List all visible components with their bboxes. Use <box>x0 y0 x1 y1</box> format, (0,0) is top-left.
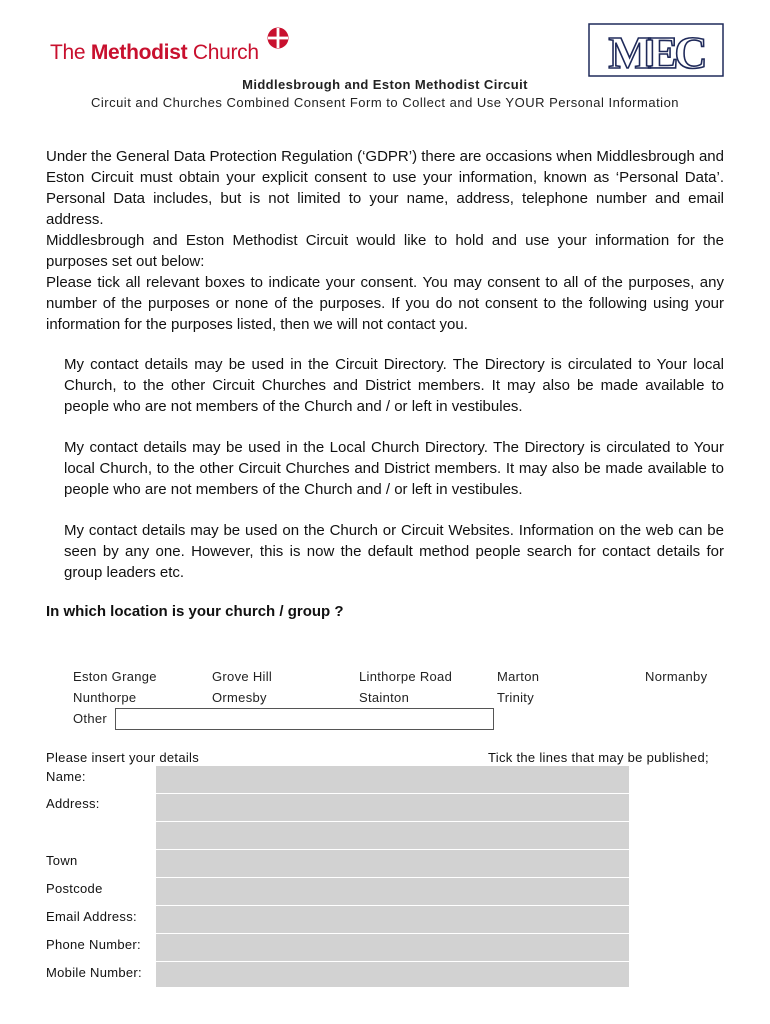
phone-field[interactable] <box>156 934 629 962</box>
intro-text <box>46 146 724 335</box>
svg-text:MEC: MEC <box>608 27 704 78</box>
methodist-church-logo <box>50 40 259 66</box>
circuit-name: Middlesbrough and Eston Methodist Circuit <box>242 77 528 92</box>
location-other-field[interactable] <box>115 708 494 730</box>
email-label: Email Address: <box>46 909 137 924</box>
postcode-field[interactable] <box>156 878 629 906</box>
location-option-grove-hill[interactable]: Grove Hill <box>212 669 273 684</box>
town-field[interactable] <box>156 850 629 878</box>
email-field[interactable] <box>156 906 629 934</box>
intro-gdpr-paragraph: Under the General Data Protection Regulation (‘GDPR’) there are occasions when Middlesbrough and Eston Circuit must obtain your explicit consent to use your information, known as ‘Personal Data’. Personal Data includes, but is not limited to your name, address, telephone number and email address. <box>46 148 724 228</box>
consent-websites[interactable]: My contact details may be used on the Church or Circuit Websites. Information on the web can be seen by any one. However, this is now the default method people search for contact details for group leaders etc. <box>64 522 724 581</box>
publish-instruction: Tick the lines that may be published; <box>488 750 709 765</box>
location-option-eston-grange[interactable]: Eston Grange <box>73 669 157 684</box>
town-label: Town <box>46 853 78 868</box>
methodist-cross-icon <box>267 27 289 49</box>
location-option-trinity[interactable]: Trinity <box>497 690 535 705</box>
consent-local-directory[interactable]: My contact details may be used in the Local Church Directory. The Directory is circulated to Your local Church, to the other Circuit Churches and District members. It may also be made available to people who are not members of the Church and / or left in vestibules. <box>64 439 724 498</box>
mobile-field[interactable] <box>156 962 629 988</box>
address-line-2-field[interactable] <box>156 822 629 850</box>
consent-circuit-directory[interactable]: My contact details may be used in the Circuit Directory. The Directory is circulated to Your local Church, to the other Circuit Churches and District members. It may also be made available to people who are not members of the Church and / or left in vestibules. <box>64 356 724 415</box>
name-field[interactable] <box>156 766 629 794</box>
intro-instructions-paragraph: Please tick all relevant boxes to indicate your consent. You may consent to all of the purposes, any number of the purposes or none of the purposes. If you do not consent to the following using your information for the purposes listed, then we will not contact you. <box>46 274 724 333</box>
circuit-mec-logo <box>588 22 724 78</box>
location-question: In which location is your church / group ? <box>46 603 344 620</box>
intro-purpose-paragraph: Middlesbrough and Eston Methodist Circuit would like to hold and use your information for the purposes set out below: <box>46 232 724 270</box>
logo-text: The Methodist Church <box>50 41 259 64</box>
mobile-label: Mobile Number: <box>46 965 142 980</box>
location-option-marton[interactable]: Marton <box>497 669 540 684</box>
location-option-stainton[interactable]: Stainton <box>359 690 410 705</box>
location-option-normanby[interactable]: Normanby <box>645 669 708 684</box>
location-option-linthorpe-road[interactable]: Linthorpe Road <box>359 669 453 684</box>
form-title: Circuit and Churches Combined Consent Form to Collect and Use YOUR Personal Information <box>90 95 680 110</box>
phone-label: Phone Number: <box>46 937 141 952</box>
location-option-ormesby[interactable]: Ormesby <box>212 690 267 705</box>
name-label: Name: <box>46 769 86 784</box>
postcode-label: Postcode <box>46 881 103 896</box>
details-instruction: Please insert your details <box>46 750 200 765</box>
location-other-label: Other <box>73 711 108 726</box>
location-option-nunthorpe[interactable]: Nunthorpe <box>73 690 137 705</box>
address-field[interactable] <box>156 794 629 822</box>
address-label: Address: <box>46 796 100 811</box>
